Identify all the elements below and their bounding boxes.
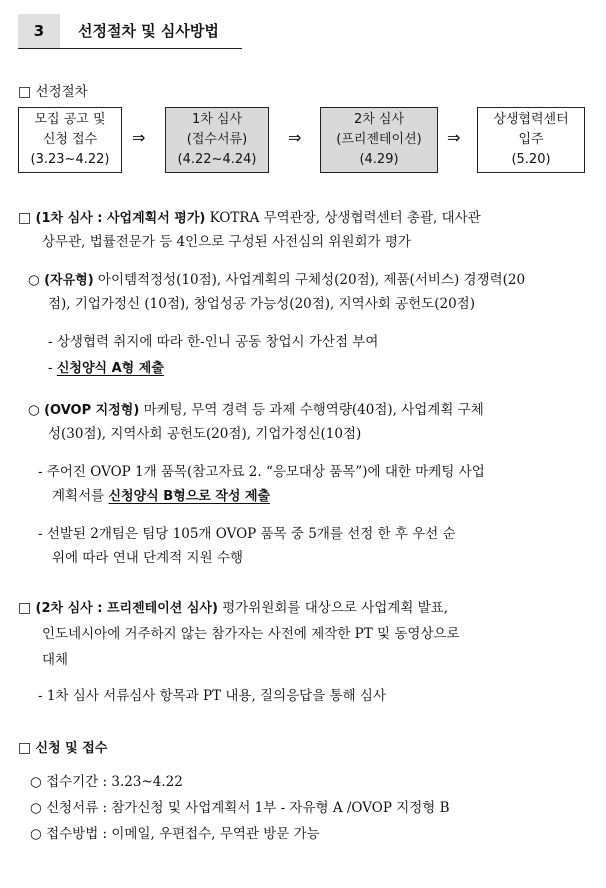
- square-bullet-icon: □: [18, 740, 32, 756]
- second-review-desc3: 대체: [42, 652, 69, 668]
- form-b-submission: 신청양식 B형으로 작성 제출: [108, 489, 271, 504]
- circle-bullet-icon: ○: [30, 774, 42, 790]
- application-item: [30, 772, 183, 792]
- circle-bullet-icon: ○: [28, 272, 40, 288]
- step-line: (프리젠테이션): [336, 132, 422, 147]
- square-bullet-icon: □: [18, 84, 32, 100]
- free-type-line1: [28, 270, 525, 291]
- second-review-title: (2차 심사 : 프리젠테이션 심사): [35, 601, 218, 616]
- free-type-note2: [48, 358, 164, 379]
- circle-bullet-icon: ○: [30, 800, 42, 816]
- process-heading: 선정절차: [35, 84, 88, 100]
- application-documents: 신청서류 : 참가신청 및 사업계획서 1부 - 자유형 A /OVOP 지정형 B: [46, 800, 450, 816]
- application-period: 접수기간 : 3.23~4.22: [46, 774, 183, 790]
- ovop-note1b: [52, 486, 270, 507]
- first-review-title: (1차 심사 : 사업계획서 평가): [35, 211, 206, 226]
- process-step-3: [320, 107, 438, 173]
- step-line: 입주: [518, 132, 544, 147]
- second-review-line1: [18, 598, 448, 619]
- arrow-right-icon: ⇒: [288, 128, 302, 147]
- square-bullet-icon: □: [18, 600, 32, 616]
- application-item: [30, 824, 320, 844]
- step-line: (5.20): [511, 152, 551, 167]
- step-line: (접수서류): [186, 132, 248, 147]
- first-review-desc2: 상무관, 법률전문가 등 4인으로 구성된 사전심의 위원회가 평가: [42, 234, 411, 250]
- second-review-desc2: 인도네시아에 거주하지 않는 참가자는 사전에 제작한 PT 및 동영상으로: [42, 626, 460, 642]
- application-method: 접수방법 : 이메일, 우편접수, 무역관 방문 가능: [46, 826, 320, 842]
- ovop-type-line1: [28, 400, 484, 421]
- ovop-type-criteria: 마케팅, 무역 경력 등 과제 수행역량(40점), 사업계획 구체: [139, 402, 484, 418]
- circle-bullet-icon: ○: [28, 402, 40, 418]
- process-step-4: [477, 107, 585, 173]
- step-line: (4.22~4.24): [177, 152, 257, 167]
- step-line: (4.29): [359, 152, 399, 167]
- application-heading-row: [18, 738, 107, 759]
- step-line: 1차 심사: [191, 112, 243, 127]
- step-line: 신청 접수: [42, 132, 98, 147]
- arrow-right-icon: ⇒: [132, 128, 146, 147]
- ovop-note2a: - 선발된 2개팀은 팀당 105개 OVOP 품목 중 5개를 선정 한 후 우선 순: [38, 526, 456, 542]
- section-title: 선정절차 및 심사방법: [78, 22, 219, 40]
- step-line: 상생협력센터: [493, 112, 569, 127]
- note-prefix: -: [48, 360, 57, 376]
- free-type-criteria: 아이템적정성(10점), 사업계획의 구체성(20점), 제품(서비스) 경쟁력(20: [93, 272, 526, 288]
- step-line: 2차 심사: [353, 112, 405, 127]
- arrow-right-icon: ⇒: [447, 128, 461, 147]
- ovop-note2b: 위에 따라 연내 단계적 지원 수행: [52, 550, 243, 566]
- section-number: 3: [18, 14, 60, 48]
- free-type-label: (자유형): [44, 273, 94, 288]
- form-a-submission: 신청양식 A형 제출: [56, 361, 164, 376]
- first-review-desc: KOTRA 무역관장, 상생협력센터 총괄, 대사관: [205, 210, 481, 226]
- square-bullet-icon: □: [18, 210, 32, 226]
- first-review-line1: [18, 208, 481, 229]
- ovop-type-line2: 성(30점), 지역사회 공헌도(20점), 기업가정신(10점): [48, 426, 362, 442]
- free-type-line2: 점), 기업가정신 (10점), 창업성공 가능성(20점), 지역사회 공헌도(20점): [48, 296, 475, 312]
- ovop-type-label: (OVOP 지정형): [44, 403, 140, 418]
- step-line: (3.23~4.22): [30, 152, 110, 167]
- process-heading-row: [18, 82, 88, 102]
- section-header: [18, 14, 242, 49]
- ovop-note1a: - 주어진 OVOP 1개 품목(참고자료 2. “응모대상 품목”)에 대한 마케팅 사업: [38, 464, 485, 480]
- second-review-note: - 1차 심사 서류심사 항목과 PT 내용, 질의응답을 통해 심사: [38, 688, 387, 704]
- circle-bullet-icon: ○: [30, 826, 42, 842]
- process-step-1: [18, 107, 122, 173]
- free-type-note1: - 상생협력 취지에 따라 한-인니 공동 창업시 가산점 부여: [48, 334, 379, 350]
- application-item: [30, 798, 450, 818]
- application-heading: 신청 및 접수: [35, 741, 108, 756]
- step-line: 모집 공고 및: [34, 112, 106, 127]
- note-prefix: 계획서를: [52, 488, 109, 504]
- second-review-desc: 평가위원회를 대상으로 사업계획 발표,: [217, 600, 449, 616]
- process-step-2: [165, 107, 269, 173]
